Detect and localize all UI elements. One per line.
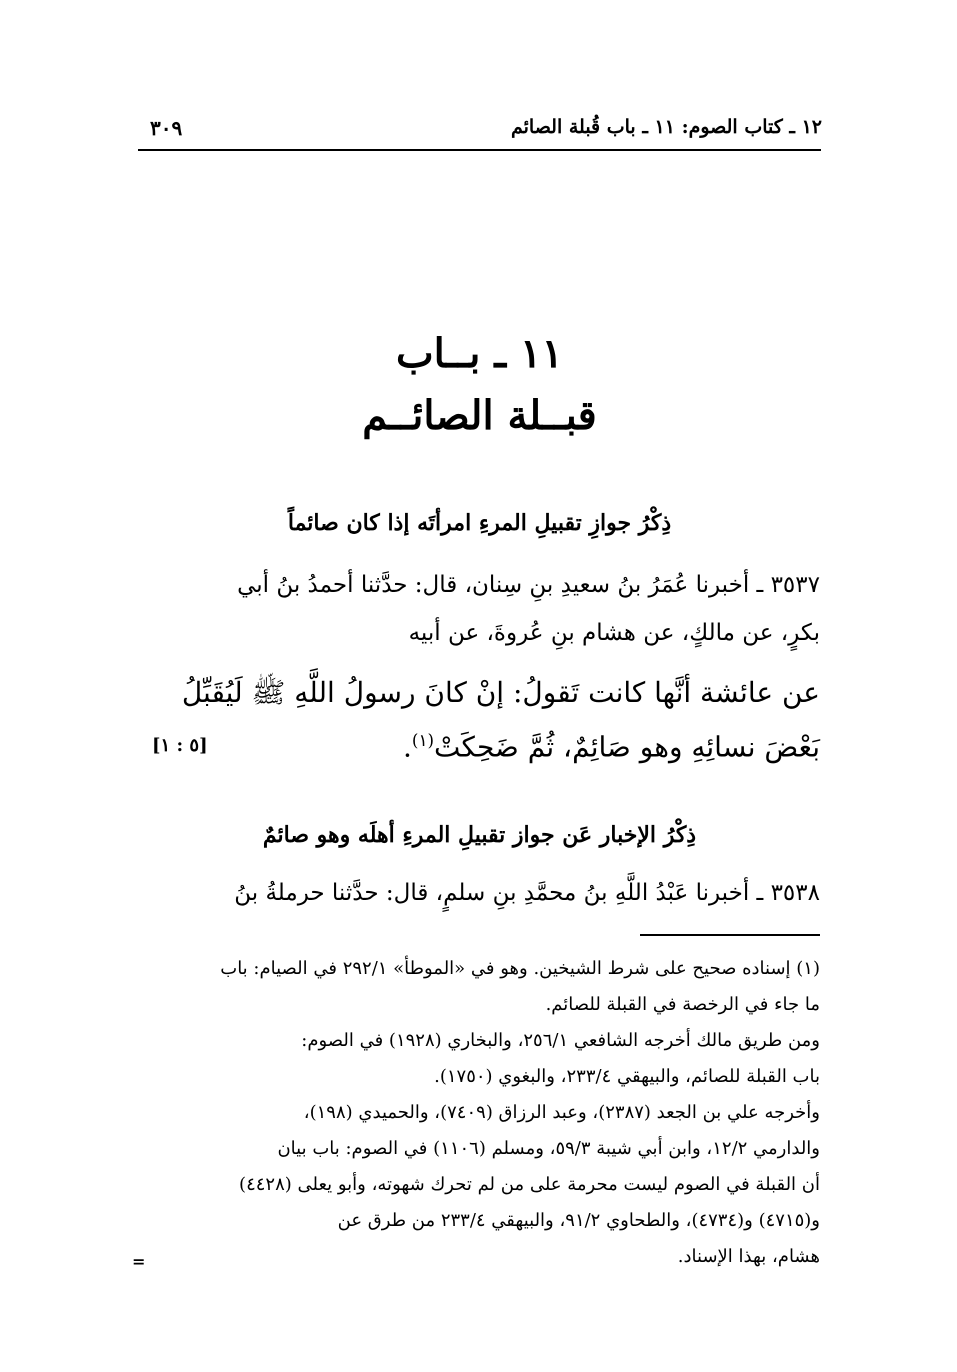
chapter-number: ١١ ـ بــاب <box>396 330 563 377</box>
footnote-line: وأخرجه علي بن الجعد (٢٣٨٧)، وعبد الرزاق (٧٤٠٩)، والحميدي (١٩٨)، <box>303 1102 820 1123</box>
footnote-line: ما جاء في الرخصة في القبلة للصائم. <box>545 994 820 1015</box>
chapter-title: قبــلة الصائــم <box>362 392 597 439</box>
section-heading: ذِكْرُ جوازِ تقبيلِ المرءِ امرأتَه إذا كان صائماً <box>287 510 672 536</box>
hadith-reference: [٥ : ١] <box>152 735 208 756</box>
page-number: ٣٠٩ <box>150 116 183 140</box>
isnad-line: بكرٍ، عن مالكٍ، عن هشام بنِ عُروةَ، عن أبيه <box>408 620 820 646</box>
continuation-mark: = <box>132 1252 146 1271</box>
isnad-line: ٣٥٣٧ ـ أخبرنا عُمَرُ بنُ سعيدِ بنِ سِنان، قال: حدَّثنا أحمدُ بنُ أبي <box>237 572 820 598</box>
footnote-rule <box>640 934 820 936</box>
running-header-title: ١٢ ـ كتاب الصوم: ١١ ـ باب قُبلة الصائم <box>510 116 822 138</box>
section-heading: ذِكْرُ الإخبار عَن جواز تقبيلِ المرءِ أهلَه وهو صائمٌ <box>262 822 697 848</box>
footnote-line: أن القبلة في الصوم ليست محرمة على من لم تحرك شهوته، وأبو يعلى (٤٤٢٨) <box>239 1174 820 1195</box>
isnad-line: ٣٥٣٨ ـ أخبرنا عَبْدُ اللَّهِ بنُ محمَّدِ بنِ سلمٍ، قال: حدَّثنا حرملةُ بنُ <box>234 880 820 906</box>
footnote-line: باب القبلة للصائم، والبيهقي ٢٣٣/٤، والبغوي (١٧٥٠). <box>434 1066 820 1087</box>
matn-text: بَعْضَ نسائِهِ وهو صَائِمٌ، ثُمَّ ضَحِكَتْ <box>434 730 820 764</box>
footnote-marker: (١) <box>411 730 435 750</box>
footnote-line: والدارمي ١٢/٢، وابن أبي شيبة ٥٩/٣، ومسلم (١١٠٦) في الصوم: باب بيان <box>277 1138 820 1159</box>
footnote-line: و(٤٧١٥) و(٤٧٣٤)، والطحاوي ٩١/٢، والبيهقي ٢٣٣/٤ من طرق عن <box>337 1210 820 1231</box>
header-rule <box>138 149 821 151</box>
matn-line: عن عائشة أنَّها كانت تَقولُ: إنْ كانَ رسولُ اللَّهِ ﷺ لَيُقَبِّلُ <box>181 676 820 709</box>
footnote-line: هشام، بهذا الإسناد. <box>677 1246 820 1267</box>
matn-end-punctuation: . <box>402 730 412 764</box>
footnote-line: ومن طريق مالك أخرجه الشافعي ٢٥٦/١، والبخاري (١٩٢٨) في الصوم: <box>301 1030 820 1051</box>
matn-line <box>135 730 820 763</box>
footnote-line: (١) إسناده صحيح على شرط الشيخين. وهو في «الموطأ» ٢٩٢/١ في الصيام: باب <box>220 958 820 979</box>
